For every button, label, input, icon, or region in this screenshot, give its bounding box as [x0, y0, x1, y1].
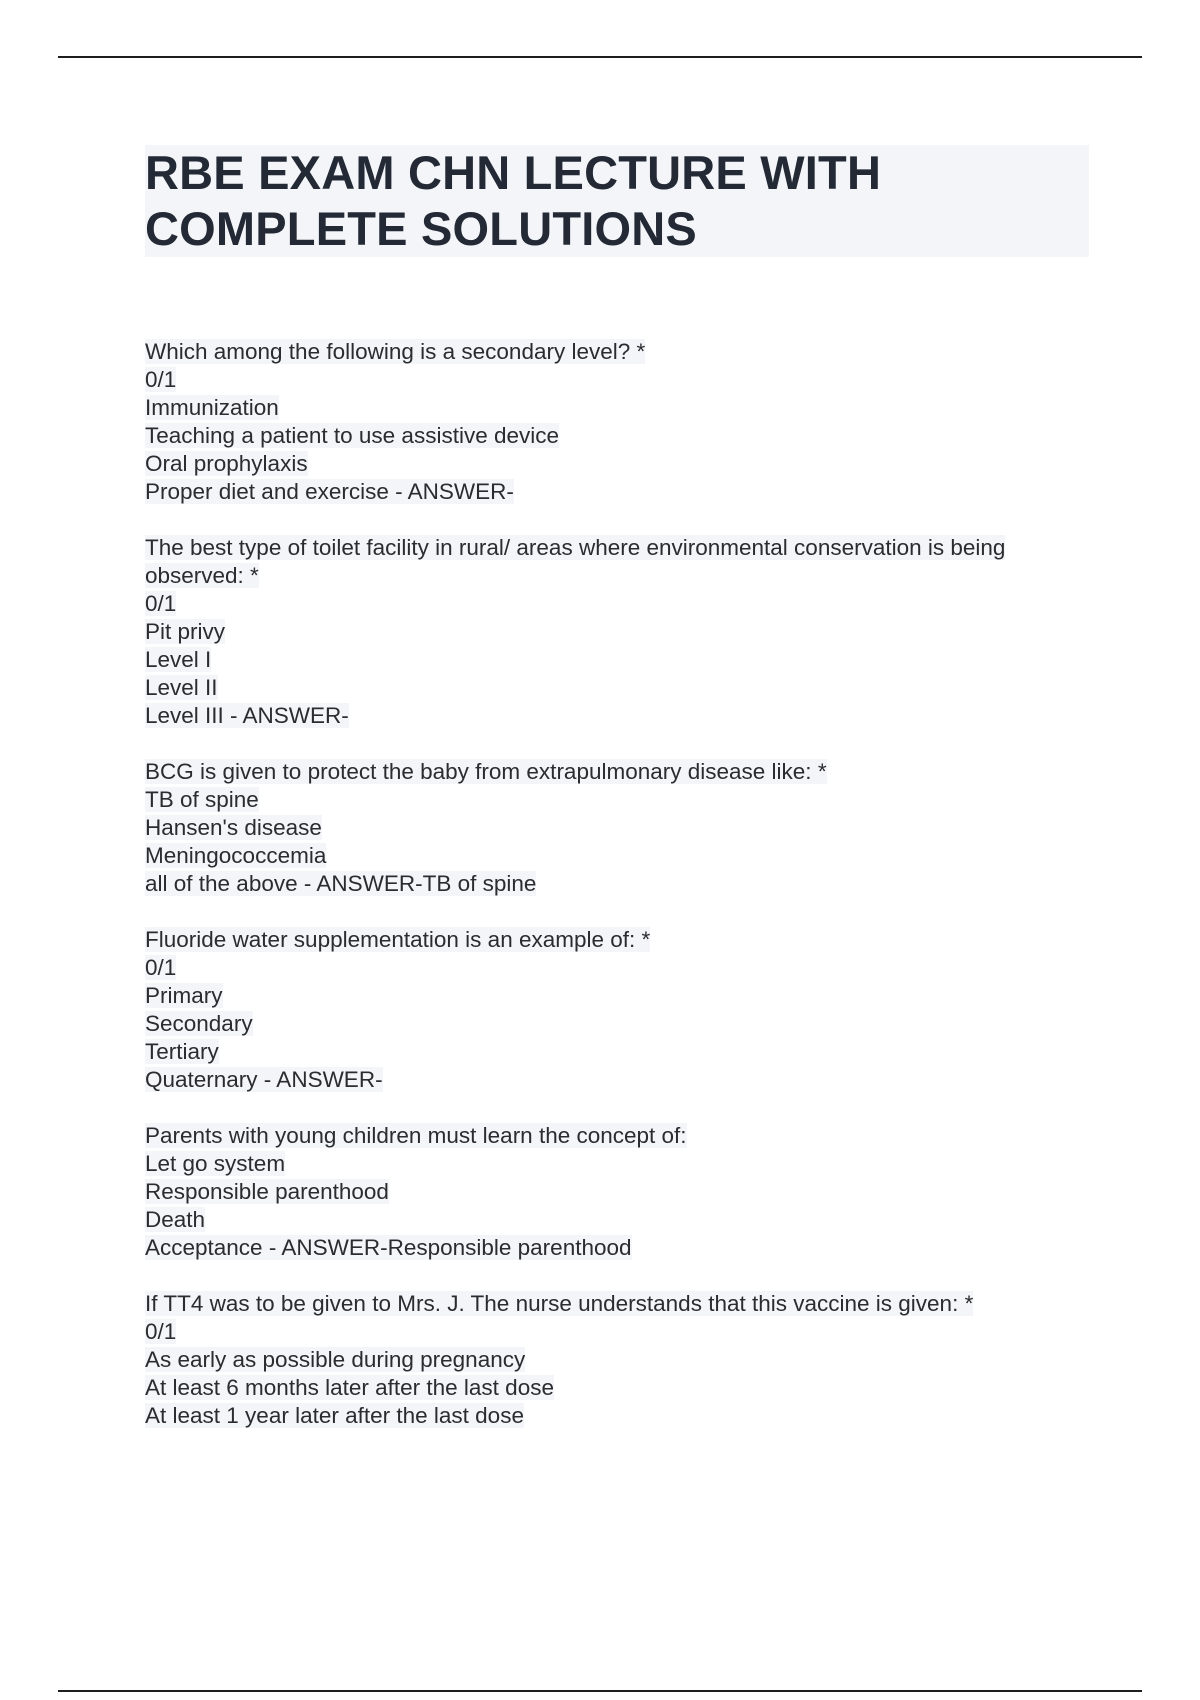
title-line-1: RBE EXAM CHN LECTURE WITH	[145, 146, 882, 199]
question-list	[145, 338, 1095, 1458]
question-option: Responsible parenthood	[145, 1179, 389, 1204]
question-score: 0/1	[145, 955, 177, 980]
question-prompt: The best type of toilet facility in rural/ areas where environmental conservation is being	[145, 535, 1006, 560]
question-option: Primary	[145, 983, 223, 1008]
question-option: Tertiary	[145, 1039, 219, 1064]
question-option: At least 6 months later after the last dose	[145, 1375, 554, 1400]
question-option-answer: Acceptance - ANSWER-Responsible parenthood	[145, 1235, 632, 1260]
question-score: 0/1	[145, 1319, 177, 1344]
question-6	[145, 1290, 1095, 1430]
question-option: As early as possible during pregnancy	[145, 1347, 526, 1372]
question-option: At least 1 year later after the last dose	[145, 1403, 524, 1428]
title-block	[145, 145, 1089, 257]
question-5	[145, 1122, 1095, 1262]
question-prompt: Which among the following is a secondary level? *	[145, 339, 646, 364]
question-2	[145, 534, 1095, 730]
question-option: Hansen's disease	[145, 815, 322, 840]
title-line-2: COMPLETE SOLUTIONS	[145, 202, 697, 255]
question-option-answer: Quaternary - ANSWER-	[145, 1067, 383, 1092]
question-option: TB of spine	[145, 787, 259, 812]
question-option: Teaching a patient to use assistive device	[145, 423, 559, 448]
question-option: Level I	[145, 647, 212, 672]
question-option: Oral prophylaxis	[145, 451, 308, 476]
question-4	[145, 926, 1095, 1094]
bottom-rule	[58, 1690, 1142, 1692]
question-option-answer: Proper diet and exercise - ANSWER-	[145, 479, 514, 504]
question-prompt: Fluoride water supplementation is an example of: *	[145, 927, 651, 952]
question-option: Secondary	[145, 1011, 253, 1036]
question-option: Level II	[145, 675, 218, 700]
top-rule	[58, 56, 1142, 58]
question-option: Pit privy	[145, 619, 226, 644]
question-score: 0/1	[145, 367, 177, 392]
question-option: Immunization	[145, 395, 279, 420]
question-option: Meningococcemia	[145, 843, 327, 868]
question-score: 0/1	[145, 591, 177, 616]
document-title	[145, 145, 1089, 257]
question-prompt-continued: observed: *	[145, 563, 259, 588]
question-prompt: Parents with young children must learn the concept of:	[145, 1123, 687, 1148]
question-option: Death	[145, 1207, 206, 1232]
question-option: Let go system	[145, 1151, 286, 1176]
question-option-answer: all of the above - ANSWER-TB of spine	[145, 871, 537, 896]
question-prompt: BCG is given to protect the baby from extrapulmonary disease like: *	[145, 759, 827, 784]
question-prompt: If TT4 was to be given to Mrs. J. The nurse understands that this vaccine is given: *	[145, 1291, 974, 1316]
question-1	[145, 338, 1095, 506]
question-option-answer: Level III - ANSWER-	[145, 703, 349, 728]
question-3	[145, 758, 1095, 898]
